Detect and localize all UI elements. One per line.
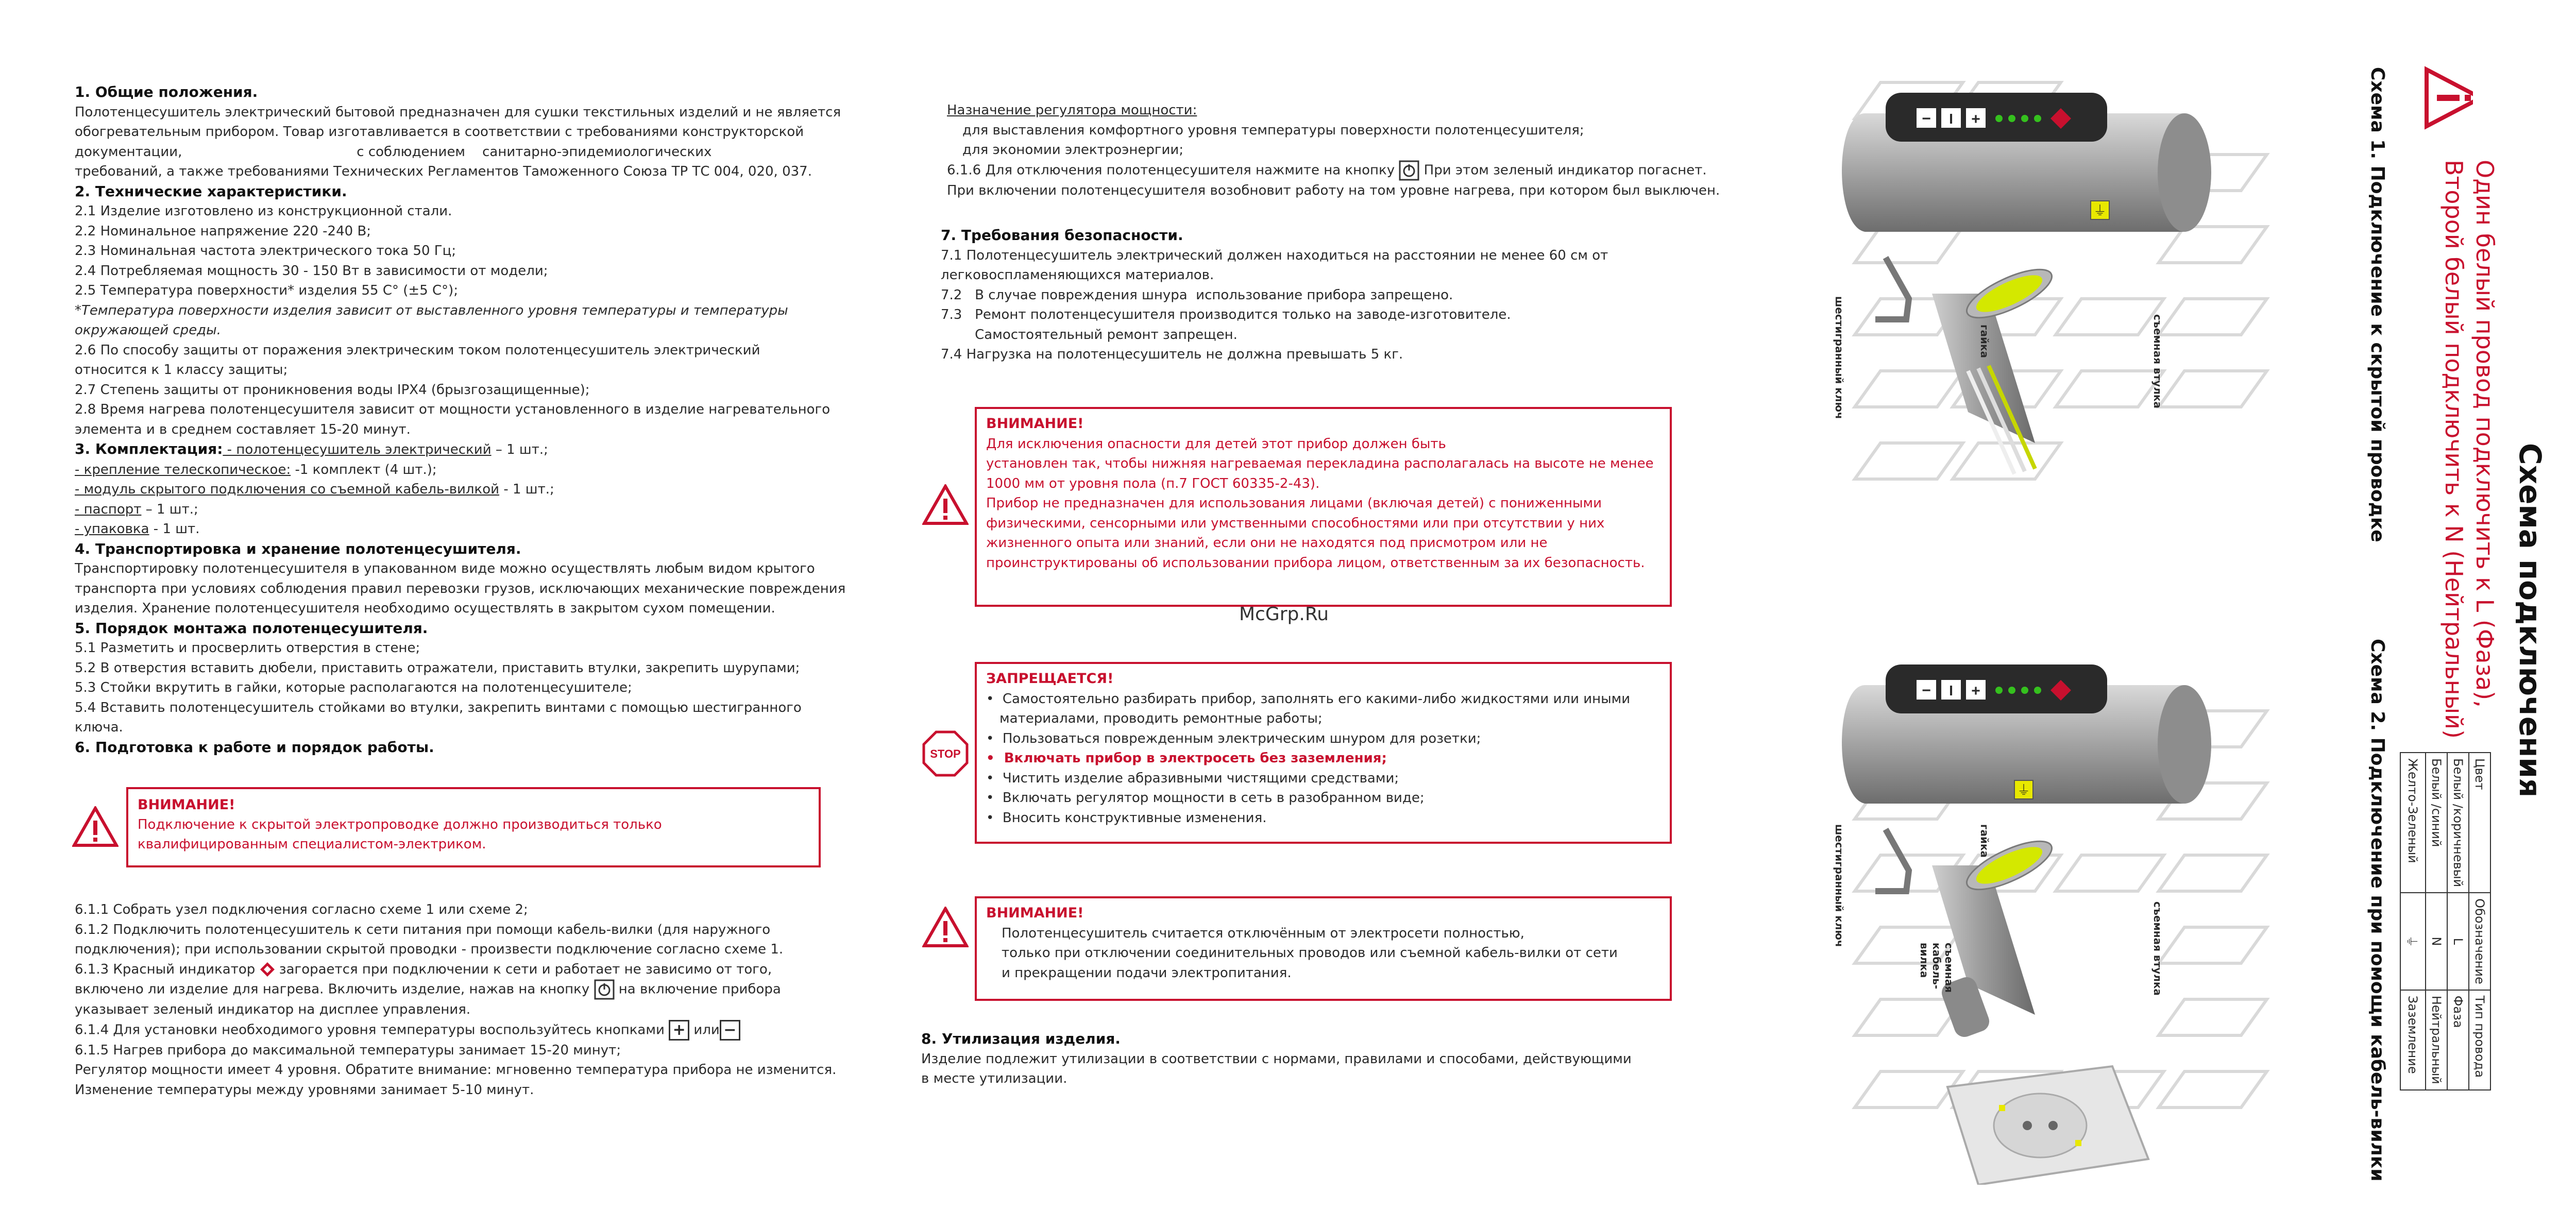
s2-line: элемента и в среднем составляет 15-20 минут.	[75, 421, 411, 437]
wiring-line-a: Один белый провод подключить к L (Фаза),	[2471, 160, 2499, 708]
red-indicator-icon	[260, 962, 275, 977]
s7-line: 7.1 Полотенцесушитель электрический должен находиться на расстоянии не менее 60 см от	[941, 247, 1608, 263]
s2-line: 2.7 Степень защиты от проникновения воды IPX4 (брызгозащищенные);	[75, 382, 590, 398]
s7-line: легковоспламеняющихся материалов.	[941, 267, 1214, 283]
warning-title: ВНИМАНИЕ!	[986, 416, 1084, 432]
green-indicator-icon	[2008, 687, 2015, 694]
label-sleeve: съемная втулка	[2151, 901, 2164, 996]
column-middle	[947, 100, 1730, 200]
kit-qty: – 1 шт.;	[491, 442, 548, 457]
s4-line: изделия. Хранение полотенцесушителя необходимо осуществлять в закрытом сухом помещении.	[75, 601, 775, 616]
green-indicator-icon	[2008, 115, 2015, 122]
wire-legend	[2400, 752, 2491, 1090]
legend-cell: N	[2426, 893, 2447, 990]
column-left	[75, 82, 848, 757]
label-hex-key: шестигранный ключ	[1833, 824, 1845, 947]
forbid-item: • Вносить конструктивные изменения.	[986, 810, 1267, 826]
ground-mark: ⏚	[2093, 203, 2107, 219]
power-button-icon	[594, 979, 615, 1000]
legend-header: Обозначение	[2469, 893, 2490, 990]
stop-sign-icon	[922, 730, 969, 777]
s2-line: 2.2 Номинальное напряжение 220 -240 В;	[75, 223, 371, 239]
forbid-title: ЗАПРЕЩАЕТСЯ!	[986, 671, 1114, 687]
kit-qty: – 1 шт.;	[141, 501, 198, 517]
forbid-box	[975, 662, 1672, 844]
warning-line: квалифицированным специалистом-электриком.	[138, 837, 486, 852]
panel-minus-label: −	[1922, 682, 1931, 699]
s616-text: При включении полотенцесушителя возобновит работу на том уровне нагрева, при котором был выключен.	[947, 182, 1720, 198]
warning-line: жизненного опыта или знаний, если они не находятся под присмотром или не	[986, 535, 1548, 551]
green-indicator-icon	[2021, 115, 2028, 122]
s5-line: 5.1 Разметить и просверлить отверстия в стене;	[75, 640, 420, 656]
s2-line: 2.5 Температура поверхности* изделия 55 С° (±5 С°);	[75, 283, 459, 298]
s2-line: 2.1 Изделие изготовлено из конструкционной стали.	[75, 203, 452, 219]
s4-line: Транспортировку полотенцесушителя в упакованном виде можно осуществлять любым видом крытого	[75, 561, 815, 576]
kit-qty: -1 комплект (4 шт.);	[291, 462, 437, 478]
wiring-line-b: Второй белый подключить к N (Нейтральный)	[2440, 160, 2468, 739]
warning-triangle-icon	[922, 484, 969, 525]
warning-triangle-icon	[2427, 70, 2473, 126]
kit-item: - крепление телескопическое:	[75, 462, 291, 478]
legend-header: Цвет	[2469, 753, 2490, 893]
panel-plus-label: +	[1971, 683, 1980, 700]
regulator-line: для выставления комфортного уровня температуры поверхности полотенцесушителя;	[962, 122, 1584, 138]
column-left-bottom	[75, 900, 858, 1100]
section-4-title: 4. Транспортировка и хранение полотенцесушителя.	[75, 540, 521, 557]
warning-line: 1000 мм от уровня пола (п.7 ГОСТ 60335-2-43).	[986, 475, 1320, 491]
s4-line: транспорта при условиях соблюдения правил перевозки грузов, исключающих механические повреждения	[75, 581, 846, 597]
s613-text: указывает зеленый индикатор на дисплее управления.	[75, 1002, 471, 1017]
label-nut: гайка	[1978, 824, 1991, 858]
section-6-title: 6. Подготовка к работе и порядок работы.	[75, 738, 434, 756]
label-nut: гайка	[1978, 325, 1991, 359]
s6-line: Регулятор мощности имеет 4 уровня. Обратите внимание: мгновенно температура прибора не изменится.	[75, 1062, 837, 1078]
s2-line: 2.8 Время нагрева полотенцесушителя зависит от мощности установленного в изделие нагревательного	[75, 402, 831, 417]
kit-item: - упаковка	[75, 521, 149, 537]
forbid-item: • Чистить изделие абразивными чистящими средствами;	[986, 770, 1399, 786]
warning-line: Подключение к скрытой электропроводке должно производиться только	[138, 817, 662, 832]
s6-line: подключения); при использовании скрытой проводки - произвести подключение согласно схеме 1.	[75, 942, 784, 957]
s6-line: 6.1.5 Нагрев прибора до максимальной температуры занимает 15-20 минут;	[75, 1042, 621, 1058]
warning-line: и прекращении подачи электропитания.	[1002, 965, 1292, 981]
section-1-title: 1. Общие положения.	[75, 83, 258, 100]
forbid-item: материалами, проводить ремонтные работы;	[999, 711, 1323, 726]
legend-cell: Заземление	[2400, 990, 2426, 1090]
warning-triangle-icon	[72, 806, 118, 847]
label-hex-key: шестигранный ключ	[1833, 296, 1845, 419]
panel-minus-label: −	[1922, 110, 1931, 127]
s613-text: на включение прибора	[614, 981, 781, 997]
green-indicator-icon	[2034, 115, 2041, 122]
warning-box-disconnect	[975, 896, 1672, 1001]
regulator-title: Назначение регулятора мощности:	[947, 103, 1197, 118]
legend-cell: Белый /коричневый	[2447, 753, 2469, 893]
warning-line: Для исключения опасности для детей этот прибор должен быть	[986, 436, 1446, 452]
main-title: Схема подключения	[2513, 443, 2548, 798]
s8-line: в месте утилизации.	[921, 1071, 1067, 1086]
stop-label: STOP	[930, 747, 961, 760]
socket-hole	[2048, 1121, 2058, 1130]
s5-line: 5.2 В отверстия вставить дюбели, приставить отражатели, приставить втулки, закрепить шурупами;	[75, 660, 800, 676]
s2-note: *Температура поверхности изделия зависит от выставленного уровня температуры и температуры окружающей среды.	[75, 302, 788, 338]
s5-line: 5.3 Стойки вкрутить в гайки, которые располагаются на полотенцесушителе;	[75, 680, 632, 695]
s5-line: 5.4 Вставить полотенцесушитель стойками во втулки, закрепить винтами с помощью шестигранного ключа.	[75, 700, 802, 735]
hex-key-icon	[1875, 258, 1909, 319]
s1-line: обогревательным прибором. Товар изготавливается в соответствии с требованиями конструкторской	[75, 124, 804, 140]
regulator-line: для экономии электроэнергии;	[962, 142, 1184, 158]
s1-line: Полотенцесушитель электрический бытовой предназначен для сушки текстильных изделий и не является	[75, 104, 841, 120]
power-button-icon	[1399, 160, 1419, 181]
warning-title: ВНИМАНИЕ!	[986, 905, 1084, 921]
warning-line: физическими, сенсорными или умственными способностями или при отсутствии у них	[986, 515, 1605, 531]
panel-power-label: I	[1949, 111, 1953, 127]
warning-title: ВНИМАНИЕ!	[138, 797, 235, 813]
kit-item: - модуль скрытого подключения со съемной кабель-вилкой	[75, 482, 500, 497]
legend-cell: ⏚	[2400, 893, 2426, 990]
section-7-title: 7. Требования безопасности.	[941, 227, 1183, 244]
cylinder-end	[2158, 113, 2211, 232]
kit-item: - паспорт	[75, 501, 142, 517]
warning-triangle-icon	[922, 907, 969, 948]
label-sleeve: съемная втулка	[2151, 314, 2164, 408]
section-3-title: 3. Комплектация:	[75, 440, 223, 457]
socket-ground-contact	[1999, 1105, 2005, 1111]
s2-line: 2.6 По способу защиты от поражения электрическим током полотенцесушитель электрический	[75, 342, 760, 358]
s2-line: 2.4 Потребляемая мощность 30 - 150 Вт в зависимости от модели;	[75, 263, 548, 279]
s616-text: 6.1.6 Для отключения полотенцесушителя нажмите на кнопку	[947, 162, 1395, 178]
warning-line: установлен так, чтобы нижняя нагреваемая перекладина располагалась на высоте не менее	[986, 456, 1654, 471]
s616-text: При этом зеленый индикатор погаснет.	[1419, 162, 1707, 178]
s7-line: Самостоятельный ремонт запрещен.	[941, 327, 1238, 343]
cylinder-end	[2158, 685, 2211, 804]
s1-line: требований, а также требованиями Технических Регламентов Таможенного Союза ТР ТС 004, 020, 037.	[75, 164, 812, 179]
section-8-title: 8. Утилизация изделия.	[921, 1030, 1121, 1047]
section-5-title: 5. Порядок монтажа полотенцесушителя.	[75, 619, 428, 637]
forbid-item: • Включать прибор в электросеть без заземления;	[986, 751, 1387, 766]
kit-qty: - 1 шт.	[149, 521, 200, 537]
warning-line: Прибор не предназначен для использования лицами (включая детей) с пониженными	[986, 496, 1602, 511]
green-indicator-icon	[1995, 115, 2003, 122]
s7-line: 7.3 Ремонт полотенцесушителя производится только на заводе-изготовителе.	[941, 307, 1511, 322]
s6-line: 6.1.2 Подключить полотенцесушитель к сети питания при помощи кабель-вилки (для наружного	[75, 922, 771, 938]
hex-key-icon	[1875, 829, 1909, 891]
minus-button-icon: −	[720, 1020, 740, 1041]
green-indicator-icon	[2021, 687, 2028, 694]
warning-line: только при отключении соединительных проводов или съемной кабель-вилки от сети	[1002, 945, 1618, 961]
section-7	[941, 226, 1724, 365]
s7-line: 7.4 Нагрузка на полотенцесушитель не должна превышать 5 кг.	[941, 347, 1403, 362]
s8-line: Изделие подлежит утилизации в соответствии с нормами, правилами и способами, действующими	[921, 1051, 1632, 1067]
legend-cell: L	[2447, 893, 2469, 990]
green-indicator-icon	[2034, 687, 2041, 694]
s2-line: 2.3 Номинальная частота электрического тока 50 Гц;	[75, 243, 456, 259]
forbid-item: • Пользоваться поврежденным электрическим шнуром для розетки;	[986, 730, 1481, 746]
s6-line: 6.1.1 Собрать узел подключения согласно схеме 1 или схеме 2;	[75, 902, 528, 917]
warning-box-children	[975, 407, 1672, 607]
warning-box-hidden-wiring	[126, 787, 821, 867]
section-2-title: 2. Технические характеристики.	[75, 182, 347, 200]
schema-2-title: Схема 2. Подключение при помощи кабель-вилки	[2367, 639, 2388, 1182]
forbid-item: • Самостоятельно разбирать прибор, заполнять его какими-либо жидкостями или иными	[986, 691, 1631, 707]
s1-line: документации, с соблюдением санитарно-эпидемиологических	[75, 144, 712, 160]
legend-cell: Белый /синий	[2426, 753, 2447, 893]
legend-header: Тип провода	[2469, 990, 2490, 1090]
diagram-1-hidden-wiring	[1842, 93, 2211, 474]
legend-table	[2400, 752, 2491, 1090]
s614-text: 6.1.4 Для установки необходимого уровня температуры воспользуйтесь кнопками	[75, 1022, 665, 1037]
s614-or: или	[689, 1022, 720, 1037]
warning-line: Полотенцесушитель считается отключённым от электросети полностью,	[1002, 925, 1524, 941]
wall-hatch	[1855, 82, 2267, 1107]
kit-qty: - 1 шт.;	[499, 482, 554, 497]
green-indicator-icon	[1995, 687, 2003, 694]
watermark: McGrp.Ru	[1239, 604, 1329, 625]
socket-ground-contact	[2075, 1140, 2081, 1146]
s6-line: Изменение температуры между уровнями занимает 5-10 минут.	[75, 1082, 534, 1098]
legend-cell: Желто-Зеленый	[2400, 753, 2426, 893]
socket-icon	[1994, 1094, 2087, 1157]
s613-text: 6.1.3 Красный индикатор	[75, 961, 256, 977]
legend-cell: Нейтральный	[2426, 990, 2447, 1090]
plus-button-icon: +	[669, 1020, 689, 1041]
s2-line: относится к 1 классу защиты;	[75, 362, 288, 378]
panel-power-label: I	[1949, 683, 1953, 698]
schema-1-title: Схема 1. Подключение к скрытой проводке	[2367, 67, 2388, 542]
s613-text: загорается при подключении к сети и работает не зависимо от того,	[275, 961, 772, 977]
label-plug: съемная кабель-вилка	[1918, 943, 1955, 993]
kit-item: - полотенцесушитель электрический	[223, 442, 492, 457]
warning-line: проинструктированы об использовании прибора лицом, ответственным за их безопасность.	[986, 555, 1645, 571]
s613-text: включено ли изделие для нагрева. Включить изделие, нажав на кнопку	[75, 981, 590, 997]
legend-cell: Фаза	[2447, 990, 2469, 1090]
s7-line: 7.2 В случае повреждения шнура использование прибора запрещено.	[941, 287, 1453, 303]
panel-plus-label: +	[1971, 111, 1980, 128]
forbid-item: • Включать регулятор мощности в сеть в разобранном виде;	[986, 790, 1425, 806]
ground-mark: ⏚	[2016, 783, 2031, 798]
section-8	[921, 1029, 1704, 1089]
socket-hole	[2023, 1121, 2032, 1130]
